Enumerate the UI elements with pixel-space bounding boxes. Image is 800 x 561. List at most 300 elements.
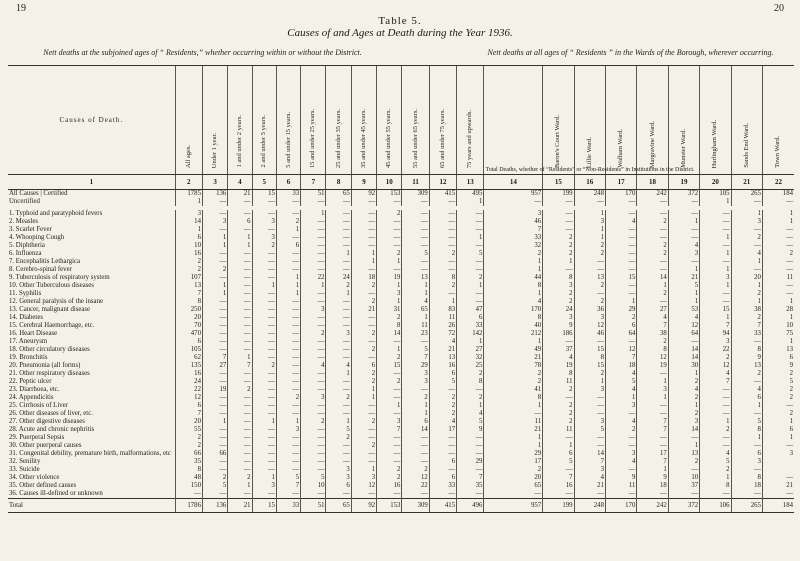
value-cell: 1 [377, 346, 402, 354]
value-cell: — [700, 434, 731, 442]
value-cell: 16 [377, 482, 402, 490]
column-number: 14 [484, 175, 543, 190]
column-number: 11 [402, 175, 429, 190]
value-cell: 16 [175, 250, 202, 258]
value-cell: — [668, 434, 699, 442]
value-cell: 4 [402, 298, 429, 306]
value-cell: 4 [731, 250, 762, 258]
value-cell: — [762, 198, 794, 206]
value-cell: 1 [326, 250, 351, 258]
value-cell: — [351, 402, 376, 410]
value-cell: 1 [484, 402, 543, 410]
value-cell: 2 [700, 426, 731, 434]
value-cell: 2 [377, 466, 402, 474]
value-cell: 1 [228, 354, 252, 362]
value-cell: 309 [402, 190, 429, 199]
value-cell: 8 [543, 274, 574, 282]
value-cell: 3 [402, 378, 429, 386]
table-row [8, 370, 794, 378]
column-number: 2 [175, 175, 202, 190]
value-cell: 66 [175, 450, 202, 458]
value-cell: 2 [543, 386, 574, 394]
table-row [8, 266, 794, 274]
value-cell: 957 [484, 499, 543, 513]
value-cell: — [252, 466, 276, 474]
value-cell: 3 [484, 210, 543, 218]
value-cell: 64 [668, 330, 699, 338]
cause-label: 32. Senility [9, 458, 41, 465]
value-cell: — [202, 426, 227, 434]
cause-label: 35. Other defined causes [9, 482, 77, 489]
value-cell: 1 [574, 234, 605, 242]
cause-label: 24. Appendicitis [9, 394, 54, 401]
value-cell: — [326, 226, 351, 234]
value-cell: — [402, 234, 429, 242]
value-cell: 6 [228, 218, 252, 226]
value-cell: — [700, 218, 731, 226]
value-cell: 4 [484, 298, 543, 306]
value-cell: — [301, 198, 326, 206]
value-cell: — [731, 338, 762, 346]
value-cell: 12 [637, 354, 668, 362]
value-cell: — [543, 394, 574, 402]
table-row [8, 210, 794, 218]
value-cell: 1 [457, 402, 484, 410]
value-cell: — [429, 466, 456, 474]
value-cell: — [228, 370, 252, 378]
value-cell: 4 [668, 242, 699, 250]
value-cell: — [605, 490, 636, 499]
value-cell: — [252, 298, 276, 306]
value-cell: 7 [637, 426, 668, 434]
value-cell: 2 [762, 410, 794, 418]
value-cell: — [326, 298, 351, 306]
value-cell: 1 [202, 234, 227, 242]
value-cell: — [202, 258, 227, 266]
value-cell: 33 [457, 322, 484, 330]
value-cell: 1 [668, 290, 699, 298]
value-cell: 5 [202, 482, 227, 490]
value-cell: 7 [175, 290, 202, 298]
value-cell: 4 [429, 418, 456, 426]
age-column-header: 75 years and upwards. [457, 66, 484, 175]
value-cell: — [202, 298, 227, 306]
value-cell: — [202, 322, 227, 330]
value-cell: — [429, 210, 456, 218]
cause-label: 11. Syphilis [9, 290, 42, 297]
value-cell: — [326, 338, 351, 346]
value-cell: 2 [377, 314, 402, 322]
value-cell: — [301, 322, 326, 330]
value-cell: 1 [202, 282, 227, 290]
value-cell: — [700, 386, 731, 394]
column-number: 22 [762, 175, 794, 190]
value-cell: 2 [668, 458, 699, 466]
table-row [8, 298, 794, 306]
value-cell: 2 [762, 370, 794, 378]
value-cell: — [637, 410, 668, 418]
value-cell: — [252, 370, 276, 378]
value-cell: 6 [402, 418, 429, 426]
value-cell: 19 [202, 386, 227, 394]
value-cell: — [228, 402, 252, 410]
value-cell: — [700, 410, 731, 418]
table-row [8, 346, 794, 354]
value-cell: — [252, 354, 276, 362]
value-cell: 5 [731, 418, 762, 426]
value-cell: 33 [484, 234, 543, 242]
ward-column-header: Munster Ward. [668, 66, 699, 175]
value-cell: 2 [429, 250, 456, 258]
ages-section-header: Nett deaths at the subjoined ages of “ Residents,” whether occurring within or without the District. [43, 48, 362, 57]
value-cell: — [637, 490, 668, 499]
value-cell: 2 [377, 378, 402, 386]
value-cell: — [574, 290, 605, 298]
value-cell: 8 [700, 482, 731, 490]
value-cell: — [351, 322, 376, 330]
value-cell: — [731, 410, 762, 418]
value-cell: 3 [252, 234, 276, 242]
value-cell: 53 [668, 306, 699, 314]
value-cell: — [228, 458, 252, 466]
value-cell: 2 [543, 298, 574, 306]
value-cell: 1 [762, 210, 794, 218]
value-cell: 1 [484, 266, 543, 274]
value-cell: — [457, 266, 484, 274]
age-column-header: All ages. [175, 66, 202, 175]
value-cell: 10 [301, 482, 326, 490]
value-cell: — [351, 434, 376, 442]
value-cell: — [637, 234, 668, 242]
value-cell: — [402, 490, 429, 499]
value-cell: 1 [668, 402, 699, 410]
value-cell: 5 [457, 250, 484, 258]
value-cell: — [700, 258, 731, 266]
value-cell: — [276, 386, 300, 394]
value-cell: — [301, 234, 326, 242]
causes-header: Causes of Death. [8, 66, 175, 175]
value-cell: 16 [543, 482, 574, 490]
value-cell: 1 [252, 282, 276, 290]
value-cell: 3 [351, 474, 376, 482]
value-cell: — [429, 490, 456, 499]
value-cell: 265 [731, 190, 762, 199]
all-causes-label: All Causes [9, 190, 39, 197]
value-cell: 8 [484, 314, 543, 322]
value-cell: — [637, 198, 668, 206]
value-cell: 248 [574, 190, 605, 199]
value-cell: — [301, 434, 326, 442]
total-deaths-header: Total Deaths, whether of “Residents” or “Non-Residents” in Institutions in the District. [484, 66, 543, 175]
value-cell: 11 [543, 378, 574, 386]
value-cell: 83 [429, 306, 456, 314]
value-cell: 4 [605, 218, 636, 226]
value-cell: 8 [731, 474, 762, 482]
column-number: 18 [637, 175, 668, 190]
value-cell: — [543, 466, 574, 474]
value-cell: 15 [574, 346, 605, 354]
value-cell: 35 [175, 458, 202, 466]
value-cell: 14 [574, 450, 605, 458]
value-cell: 11 [429, 314, 456, 322]
value-cell: 5 [762, 378, 794, 386]
value-cell: — [276, 298, 300, 306]
value-cell: 105 [175, 346, 202, 354]
table-row [8, 282, 794, 290]
value-cell: — [301, 410, 326, 418]
value-cell: 7 [377, 426, 402, 434]
value-cell: — [402, 442, 429, 450]
value-cell: — [457, 258, 484, 266]
value-cell: 372 [668, 190, 699, 199]
column-number: 21 [731, 175, 762, 190]
cause-label: 1. Typhoid and paratyphoid fevers [9, 210, 103, 217]
column-number: 4 [228, 175, 252, 190]
value-cell: — [326, 210, 351, 218]
value-cell: — [276, 442, 300, 450]
value-cell: — [637, 370, 668, 378]
cause-label: 8. Cerebro-spinal fever [9, 266, 72, 273]
cause-label: 20. Pneumonia (all forms) [9, 362, 81, 369]
value-cell: — [228, 338, 252, 346]
value-cell: 11 [543, 426, 574, 434]
value-cell: — [202, 402, 227, 410]
value-cell: 1 [276, 290, 300, 298]
value-cell: 2 [731, 314, 762, 322]
value-cell: 6 [543, 450, 574, 458]
value-cell: 49 [484, 346, 543, 354]
value-cell: 4 [574, 474, 605, 482]
value-cell: 2 [377, 354, 402, 362]
value-cell: 20 [484, 474, 543, 482]
value-cell: 1 [731, 258, 762, 266]
age-column-header: 25 and under 35 years. [326, 66, 351, 175]
value-cell: 92 [351, 499, 376, 513]
value-cell: — [326, 450, 351, 458]
value-cell: 5 [326, 426, 351, 434]
value-cell: 1 [228, 234, 252, 242]
age-column-header: 35 and under 45 years. [351, 66, 376, 175]
cause-label: 29. Puerperal Sepsis [9, 434, 65, 441]
value-cell: 20 [731, 274, 762, 282]
value-cell: 17 [637, 450, 668, 458]
value-cell: 21 [484, 426, 543, 434]
value-cell: 27 [202, 362, 227, 370]
value-cell: 199 [543, 499, 574, 513]
value-cell: — [377, 442, 402, 450]
value-cell: 2 [351, 330, 376, 338]
value-cell: — [326, 346, 351, 354]
cause-label: 26. Other diseases of liver, etc. [9, 410, 93, 417]
value-cell: — [402, 258, 429, 266]
value-cell: — [731, 226, 762, 234]
value-cell: 2 [762, 394, 794, 402]
value-cell [762, 458, 794, 466]
value-cell: — [301, 298, 326, 306]
wards-section-header: Nett deaths at all ages of “ Residents ” in the Wards of the Borough, wherever occurring. [487, 48, 774, 57]
value-cell: 78 [484, 362, 543, 370]
value-cell: 24 [175, 378, 202, 386]
value-cell: — [429, 266, 456, 274]
value-cell: 3 [605, 450, 636, 458]
page-number-right: 20 [774, 3, 784, 14]
value-cell: 2 [429, 282, 456, 290]
value-cell: 1 [637, 282, 668, 290]
value-cell: — [276, 306, 300, 314]
value-cell: 1 [301, 282, 326, 290]
value-cell: 6 [762, 354, 794, 362]
value-cell: 5 [429, 378, 456, 386]
value-cell: — [351, 226, 376, 234]
deaths-table [8, 65, 794, 513]
value-cell: 13 [574, 274, 605, 282]
value-cell: 37 [543, 346, 574, 354]
value-cell: 3 [574, 386, 605, 394]
value-cell: — [351, 338, 376, 346]
value-cell: — [377, 450, 402, 458]
ward-column-header: Baron's Court Ward. [543, 66, 574, 175]
value-cell: — [228, 314, 252, 322]
value-cell: 24 [326, 274, 351, 282]
value-cell: 21 [228, 190, 252, 199]
value-cell: — [252, 210, 276, 218]
value-cell: 4 [605, 386, 636, 394]
value-cell: 2 [574, 250, 605, 258]
value-cell: 1 [377, 402, 402, 410]
value-cell: 250 [175, 306, 202, 314]
age-column-header: 45 and under 55 years. [377, 66, 402, 175]
value-cell: 17 [484, 458, 543, 466]
value-cell: 75 [762, 330, 794, 338]
value-cell: 2 [731, 290, 762, 298]
value-cell: — [429, 290, 456, 298]
value-cell: 2 [484, 250, 543, 258]
value-cell: — [252, 450, 276, 458]
value-cell: 1 [700, 418, 731, 426]
value-cell: — [228, 410, 252, 418]
value-cell: 16 [175, 370, 202, 378]
value-cell: — [326, 314, 351, 322]
value-cell: — [700, 402, 731, 410]
age-column-header: 5 and under 15 years. [276, 66, 300, 175]
value-cell: — [228, 198, 252, 206]
cause-label: 7. Encephalitis Lethargica [9, 258, 81, 265]
value-cell: 3 [574, 314, 605, 322]
value-cell: 5 [700, 458, 731, 466]
age-column-header: 2 and under 5 years. [252, 66, 276, 175]
value-cell: 18 [351, 274, 376, 282]
cause-label: Total [8, 499, 175, 513]
value-cell: 248 [574, 499, 605, 513]
value-cell: — [402, 338, 429, 346]
value-cell: — [762, 226, 794, 234]
value-cell: 3 [543, 314, 574, 322]
value-cell: 3 [574, 418, 605, 426]
value-cell: — [228, 426, 252, 434]
value-cell: — [637, 298, 668, 306]
value-cell: 1 [731, 210, 762, 218]
value-cell: — [228, 330, 252, 338]
value-cell: 5 [457, 418, 484, 426]
value-cell: — [377, 386, 402, 394]
value-cell: — [731, 378, 762, 386]
value-cell: 70 [175, 322, 202, 330]
value-cell: — [326, 198, 351, 206]
column-number: 10 [377, 175, 402, 190]
value-cell: 3 [402, 370, 429, 378]
value-cell: 5 [605, 378, 636, 386]
value-cell: — [301, 378, 326, 386]
value-cell: — [276, 198, 300, 206]
value-cell: 3 [377, 290, 402, 298]
value-cell: 2 [377, 250, 402, 258]
value-cell: — [228, 490, 252, 499]
value-cell: 1 [484, 434, 543, 442]
value-cell: — [301, 258, 326, 266]
value-cell: 153 [377, 190, 402, 199]
value-cell: 13 [175, 282, 202, 290]
value-cell: — [605, 410, 636, 418]
value-cell: — [457, 298, 484, 306]
value-cell: 14 [668, 346, 699, 354]
value-cell: 2 [700, 354, 731, 362]
value-cell: 1 [457, 198, 484, 206]
value-cell: 1 [543, 442, 574, 450]
value-cell: 1 [762, 314, 794, 322]
value-cell: 3 [700, 274, 731, 282]
value-cell: 40 [484, 322, 543, 330]
value-cell: 470 [175, 330, 202, 338]
value-cell: 29 [605, 306, 636, 314]
value-cell: — [402, 198, 429, 206]
table-row [8, 499, 794, 513]
value-cell: — [202, 346, 227, 354]
value-cell: 3 [543, 282, 574, 290]
value-cell: — [457, 386, 484, 394]
value-cell: 14 [175, 218, 202, 226]
value-cell: 7 [202, 354, 227, 362]
value-cell: — [351, 218, 376, 226]
value-cell: 2 [543, 234, 574, 242]
value-cell: 12 [668, 322, 699, 330]
value-cell: — [252, 346, 276, 354]
value-cell: 1 [484, 442, 543, 450]
value-cell: 29 [402, 362, 429, 370]
value-cell: — [252, 490, 276, 499]
value-cell: — [326, 410, 351, 418]
value-cell: 1 [762, 338, 794, 346]
value-cell: 1 [276, 418, 300, 426]
value-cell: 4 [731, 386, 762, 394]
value-cell: — [228, 394, 252, 402]
value-cell: 10 [175, 242, 202, 250]
value-cell: — [202, 434, 227, 442]
value-cell: — [228, 322, 252, 330]
value-cell: 2 [351, 418, 376, 426]
value-cell: 8 [429, 274, 456, 282]
value-cell: — [377, 218, 402, 226]
value-cell: — [605, 338, 636, 346]
value-cell: 5 [402, 346, 429, 354]
value-cell: 6 [175, 402, 202, 410]
table-row [8, 354, 794, 362]
value-cell: — [276, 458, 300, 466]
value-cell: 33 [429, 482, 456, 490]
value-cell: — [377, 434, 402, 442]
value-cell: 1 [484, 290, 543, 298]
value-cell: 2 [731, 234, 762, 242]
value-cell: — [605, 258, 636, 266]
